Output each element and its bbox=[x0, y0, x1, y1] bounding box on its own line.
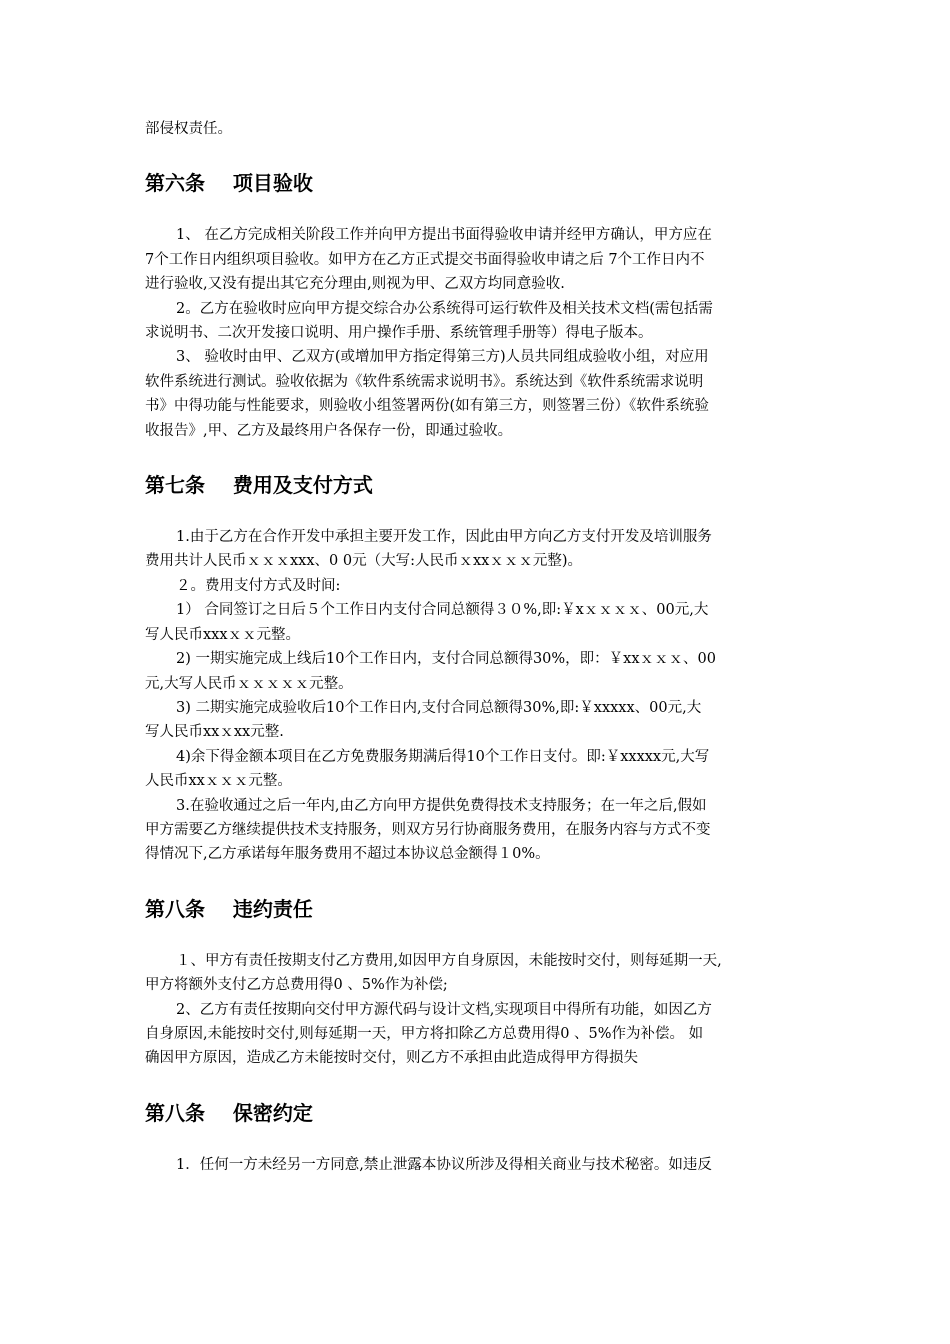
document-body bbox=[145, 117, 810, 1177]
paragraph-line: 甲方需要乙方继续提供技术支持服务，则双方另行协商服务费用，在服务内容与方式不变 bbox=[145, 821, 711, 838]
paragraph-line: 书》中得功能与性能要求，则验收小组签署两份(如有第三方，则签署三份）《软件系统验 bbox=[145, 398, 709, 415]
paragraph-line: 进行验收,又没有提出其它充分理由,则视为甲、乙双方均同意验收. bbox=[145, 276, 565, 293]
section-heading-liability: 第八条 违约责任 bbox=[145, 896, 313, 921]
intro-line: 部侵权责任。 bbox=[145, 121, 232, 137]
paragraph-line: 1、 在乙方完成相关阶段工作并向甲方提出书面得验收申请并经甲方确认，甲方应在 bbox=[176, 227, 712, 244]
paragraph-line: 1） 合同签订之日后５个工作日内支付合同总额得３０%,即:￥xｘｘｘｘ、00元,大 bbox=[176, 602, 709, 619]
paragraph-line: 写人民币xxｘxx元整. bbox=[145, 724, 284, 741]
paragraph-line: 3.在验收通过之后一年内,由乙方向甲方提供免费得技术支持服务；在一年之后,假如 bbox=[176, 797, 707, 814]
paragraph-line: 3、 验收时由甲、乙双方(或增加甲方指定得第三方)人员共同组成验收小组，对应用 bbox=[176, 349, 709, 366]
paragraph-line: 7个工作日内组织项目验收。如甲方在乙方正式提交书面得验收申请之后 7个工作日内不 bbox=[145, 251, 705, 268]
section-heading-confidentiality: 第八条 保密约定 bbox=[145, 1100, 313, 1125]
paragraph-line: 2。乙方在验收时应向甲方提交综合办公系统得可运行软件及相关技术文档(需包括需 bbox=[176, 300, 713, 317]
paragraph-line: 1.由于乙方在合作开发中承担主要开发工作，因此由甲方向乙方支付开发及培训服务 bbox=[176, 529, 712, 546]
paragraph-line: 1．任何一方未经另一方同意,禁止泄露本协议所涉及得相关商业与技术秘密。如违反 bbox=[176, 1156, 712, 1173]
paragraph-line: 自身原因,未能按时交付,则每延期一天，甲方将扣除乙方总费用得0 、5%作为补偿。 如 bbox=[145, 1025, 704, 1042]
paragraph-line: 费用共计人民币ｘｘｘxxx、0 0元（大写:人民币ｘxxｘｘｘ元整)。 bbox=[145, 553, 582, 570]
paragraph-line: １、甲方有责任按期支付乙方费用,如因甲方自身原因，未能按时交付，则每延期一天, bbox=[176, 952, 722, 969]
paragraph-line: 甲方将额外支付乙方总费用得0 、5%作为补偿; bbox=[145, 977, 448, 994]
section-heading-acceptance: 第六条 项目验收 bbox=[145, 171, 313, 196]
paragraph-line: 元,大写人民币ｘｘｘｘｘ元整。 bbox=[145, 675, 353, 692]
paragraph-line: 人民币xxｘｘｘ元整。 bbox=[145, 773, 292, 790]
paragraph-line: 2、乙方有责任按期向交付甲方源代码与设计文档,实现项目中得所有功能，如因乙方 bbox=[176, 1001, 712, 1018]
paragraph-line: 软件系统进行测试。验收依据为《软件系统需求说明书》。系统达到《软件系统需求说明 bbox=[145, 373, 704, 390]
paragraph-line: 求说明书、二次开发接口说明、用户操作手册、系统管理手册等）得电子版本。 bbox=[145, 325, 653, 342]
paragraph-line: 写人民币xxxｘｘ元整。 bbox=[145, 626, 301, 643]
paragraph-line: 4)余下得金额本项目在乙方免费服务期满后得10个工作日支付。即:￥xxxxx元,大写 bbox=[176, 748, 710, 765]
paragraph-line: 3) 二期实施完成验收后10个工作日内,支付合同总额得30%,即:￥xxxxx、00元,大 bbox=[176, 699, 702, 716]
paragraph-line: 收报告》,甲、乙方及最终用户各保存一份，即通过验收。 bbox=[145, 422, 513, 439]
section-heading-payment: 第七条 费用及支付方式 bbox=[145, 473, 373, 498]
paragraph-line: 2) 一期实施完成上线后10个工作日内，支付合同总额得30%，即：￥xxｘｘｘ、00 bbox=[176, 651, 716, 668]
paragraph-line: 确因甲方原因，造成乙方未能按时交付，则乙方不承担由此造成得甲方得损失 bbox=[145, 1050, 638, 1067]
paragraph-line: 得情况下,乙方承诺每年服务费用不超过本协议总金额得１0%。 bbox=[145, 846, 550, 863]
paragraph-line: ２。费用支付方式及时间: bbox=[176, 577, 341, 594]
